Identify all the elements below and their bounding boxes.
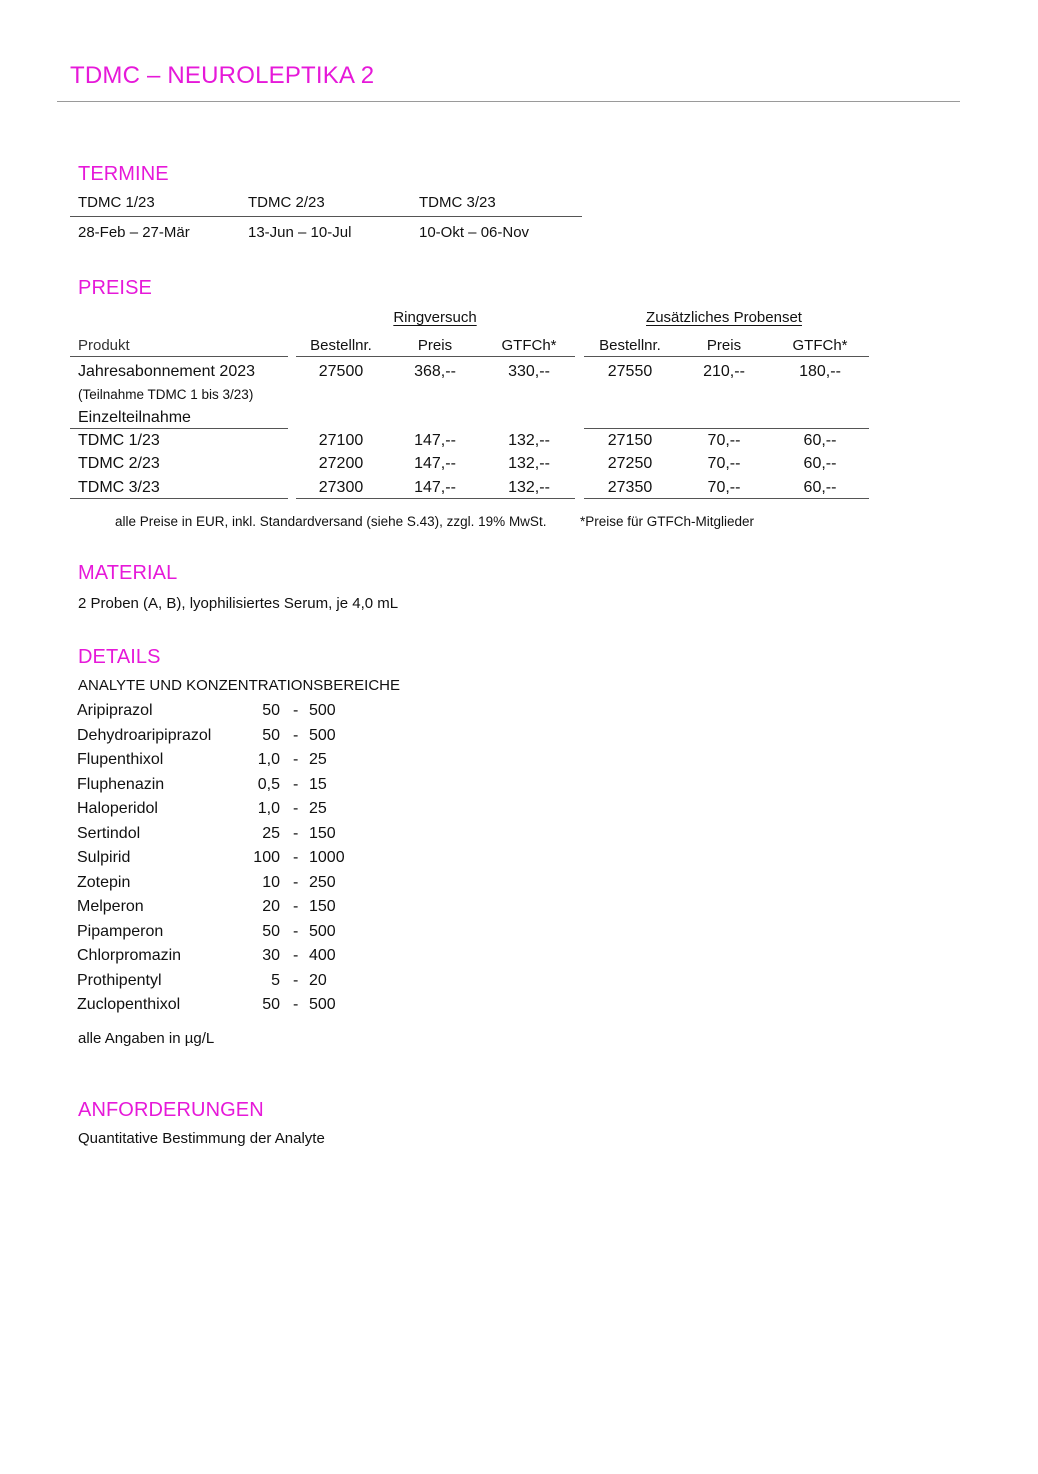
analyte-name: Sulpirid	[77, 849, 131, 866]
anforderungen-heading: ANFORDERUNGEN	[78, 1099, 264, 1121]
table-cell: 60,--	[803, 432, 837, 449]
abo-z-gtfch: 180,--	[799, 363, 841, 380]
col-header-bestellnr: Bestellnr.	[599, 337, 661, 354]
table-section-divider	[584, 428, 869, 429]
abo-r-gtfch: 330,--	[508, 363, 550, 380]
material-heading: MATERIAL	[78, 562, 178, 584]
termine-heading: TERMINE	[78, 163, 169, 185]
abo-z-bestellnr: 27550	[607, 363, 653, 380]
termine-round-label: TDMC 2/23	[248, 194, 325, 211]
table-cell: 147,--	[414, 455, 456, 472]
table-bottom-divider	[70, 498, 288, 499]
table-header-divider	[70, 356, 288, 357]
analyte-name: Zotepin	[77, 873, 131, 891]
details-subheading: ANALYTE UND KONZENTRATIONSBEREICHE	[78, 677, 400, 694]
abo-r-bestellnr: 27500	[318, 363, 364, 380]
col-header-produkt: Produkt	[78, 337, 130, 354]
analyte-range-low: 0,5	[257, 775, 280, 793]
unit-note: alle Angaben in µg/L	[78, 1030, 215, 1047]
analyte-range-dash: -	[293, 751, 299, 768]
abo-z-preis: 210,--	[703, 363, 745, 380]
analyte-range-high: 20	[309, 971, 327, 989]
anforderungen-text: Quantitative Bestimmung der Analyte	[78, 1130, 325, 1147]
analyte-name: Dehydroaripiprazol	[77, 726, 212, 744]
termine-round-label: TDMC 1/23	[78, 194, 155, 211]
analyte-range-low: 25	[262, 824, 280, 842]
table-bottom-divider	[584, 498, 869, 499]
analyte-range-high: 500	[309, 702, 336, 719]
analyte-range-low: 10	[262, 873, 280, 891]
analyte-range-low: 1,0	[257, 800, 280, 817]
gtfch-footnote: *Preise für GTFCh-Mitglieder	[580, 514, 755, 529]
table-cell: 27300	[318, 479, 364, 496]
table-cell: 70,--	[707, 479, 741, 496]
abo-note: (Teilnahme TDMC 1 bis 3/23)	[78, 387, 254, 402]
table-cell: 132,--	[508, 455, 550, 472]
analyte-range-low: 50	[262, 922, 280, 940]
table-cell: 27350	[607, 479, 653, 496]
analyte-range-high: 500	[309, 726, 336, 744]
analyte-name: Zuclopenthixol	[77, 996, 181, 1013]
analyte-range-dash: -	[293, 971, 299, 989]
analyte-range-high: 150	[309, 898, 336, 915]
table-cell: 70,--	[707, 432, 741, 449]
termine-round-dates: 28-Feb – 27-Mär	[78, 224, 190, 241]
analyte-range-dash: -	[293, 873, 299, 891]
analyte-range-dash: -	[293, 849, 299, 866]
col-header-gtfch: GTFCh*	[501, 337, 557, 354]
title-divider	[57, 101, 960, 102]
table-bottom-divider	[296, 498, 575, 499]
analyte-range-high: 150	[309, 824, 336, 842]
price-footnote: alle Preise in EUR, inkl. Standardversand (siehe S.43), zzgl. 19% MwSt.	[115, 514, 547, 529]
table-row-name: TDMC 1/23	[78, 432, 160, 449]
analyte-range-low: 50	[262, 726, 280, 744]
col-header-preis: Preis	[417, 337, 453, 354]
analyte-name: Prothipentyl	[77, 971, 162, 989]
ringversuch-group-header: Ringversuch	[393, 309, 477, 326]
termine-round-dates: 10-Okt – 06-Nov	[419, 224, 530, 241]
table-cell: 60,--	[803, 455, 837, 472]
analyte-range-dash: -	[293, 824, 299, 842]
table-row-name: TDMC 3/23	[78, 479, 160, 496]
table-cell: 147,--	[414, 479, 456, 496]
analyte-range-high: 400	[309, 947, 336, 964]
analyte-name: Flupenthixol	[77, 751, 164, 768]
table-cell: 132,--	[508, 432, 550, 449]
analyte-range-high: 500	[309, 922, 336, 940]
table-cell: 70,--	[707, 455, 741, 472]
table-cell: 27150	[607, 432, 653, 449]
analyte-name: Haloperidol	[77, 800, 158, 817]
table-row-name: TDMC 2/23	[78, 455, 160, 472]
analyte-name: Chlorpromazin	[77, 947, 182, 964]
analyte-range-dash: -	[293, 726, 299, 744]
analyte-range-dash: -	[293, 898, 299, 915]
analyte-range-dash: -	[293, 996, 299, 1013]
analyte-range-high: 250	[309, 873, 336, 891]
table-cell: 132,--	[508, 479, 550, 496]
probenset-group-header: Zusätzliches Probenset	[646, 309, 802, 326]
analyte-range-high: 15	[309, 775, 327, 793]
analyte-range-low: 1,0	[257, 751, 280, 768]
analyte-name: Sertindol	[77, 824, 141, 842]
page-title: TDMC – NEUROLEPTIKA 2	[70, 62, 375, 89]
analyte-range-low: 30	[262, 947, 280, 964]
preise-heading: PREISE	[78, 277, 152, 299]
analyte-range-low: 100	[253, 849, 280, 866]
analyte-range-high: 25	[309, 800, 327, 817]
table-section-divider	[70, 428, 288, 429]
analyte-range-dash: -	[293, 702, 299, 719]
table-cell: 147,--	[414, 432, 456, 449]
termine-divider	[70, 216, 582, 217]
analyte-name: Fluphenazin	[77, 775, 165, 793]
analyte-range-low: 5	[271, 971, 280, 989]
analyte-name: Melperon	[77, 898, 144, 915]
abo-name: Jahresabonnement 2023	[78, 363, 256, 380]
analyte-range-low: 50	[262, 996, 280, 1013]
analyte-range-dash: -	[293, 775, 299, 793]
analyte-range-dash: -	[293, 947, 299, 964]
analyte-range-high: 25	[309, 751, 327, 768]
analyte-range-high: 500	[309, 996, 336, 1013]
table-header-divider	[584, 356, 869, 357]
table-cell: 27200	[318, 455, 364, 472]
einzel-label: Einzelteilnahme	[78, 409, 191, 426]
details-heading: DETAILS	[78, 646, 161, 668]
analyte-name: Aripiprazol	[77, 702, 153, 719]
analyte-range-low: 50	[262, 702, 280, 719]
analyte-name: Pipamperon	[77, 922, 164, 940]
material-text: 2 Proben (A, B), lyophilisiertes Serum, je 4,0 mL	[78, 595, 399, 612]
table-cell: 60,--	[803, 479, 837, 496]
col-header-bestellnr: Bestellnr.	[310, 337, 372, 354]
table-header-divider	[296, 356, 575, 357]
table-cell: 27250	[607, 455, 653, 472]
termine-round-label: TDMC 3/23	[419, 194, 496, 211]
termine-round-dates: 13-Jun – 10-Jul	[248, 224, 352, 241]
analyte-range-dash: -	[293, 922, 299, 940]
abo-r-preis: 368,--	[414, 363, 456, 380]
analyte-range-high: 1000	[309, 849, 345, 866]
analyte-range-low: 20	[262, 898, 280, 915]
col-header-gtfch: GTFCh*	[792, 337, 848, 354]
col-header-preis: Preis	[706, 337, 742, 354]
table-cell: 27100	[318, 432, 364, 449]
analyte-range-dash: -	[293, 800, 299, 817]
